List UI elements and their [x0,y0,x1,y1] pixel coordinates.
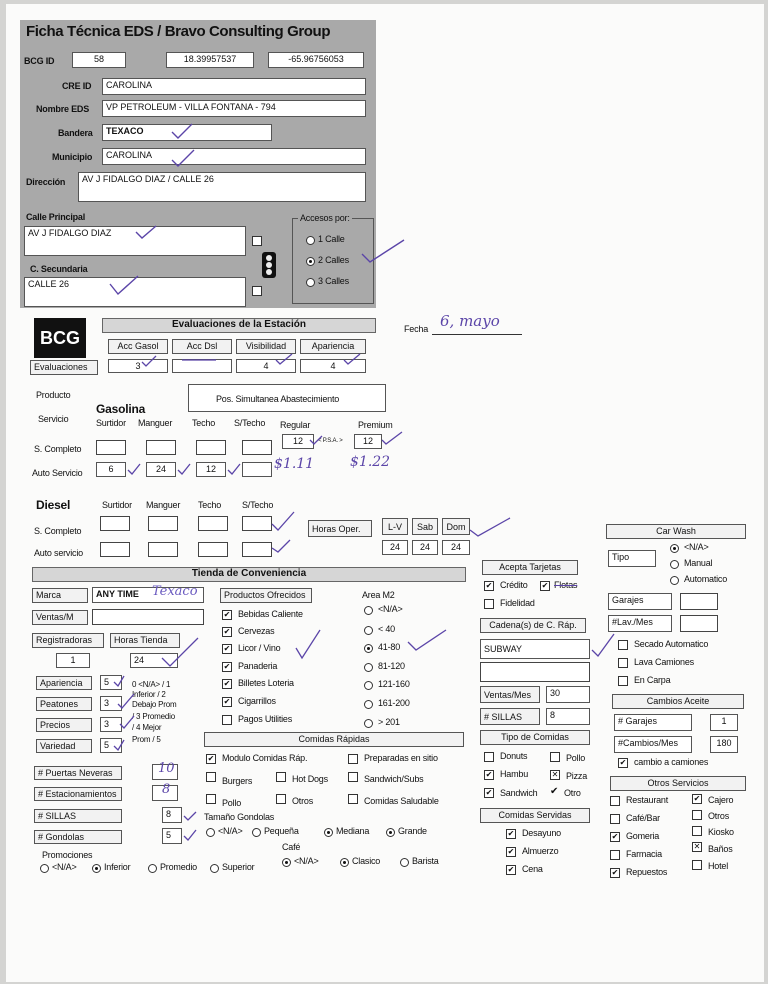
calle-principal-checkbox[interactable] [252,236,262,246]
servida-cena-checkbox[interactable]: ✔ [507,865,515,874]
promo-na-radio[interactable] [40,864,49,873]
calle-principal-field[interactable]: AV J FIDALGO DIAZ [24,226,246,256]
cr-modulo-checkbox[interactable]: ✔ [207,754,215,763]
servida-almuerzo-label: Almuerzo [522,846,559,856]
cw-camiones-checkbox[interactable] [618,658,628,668]
os-farmacia-label: Farmacia [626,849,662,859]
promo-inferior-radio[interactable] [92,864,101,873]
cw-manual-label: Manual [684,558,713,568]
horas-dom-field[interactable]: 24 [442,540,470,555]
promociones-label: Promociones [42,850,93,860]
productos-label: Productos Ofrecidos [220,588,312,603]
calle-secundaria-checkbox[interactable] [252,286,262,296]
tipo-hambu-label: Hambu [500,769,529,779]
dsl-sc-stecho[interactable] [242,516,272,531]
form-page [6,4,764,982]
price-premium: $1.22 [350,454,391,470]
latitude-field[interactable]: 18.39957537 [166,52,254,68]
tarjetas-title: Acepta Tarjetas [482,560,578,575]
area-161-200-radio[interactable] [364,700,373,709]
servicio-label: Servicio [38,414,69,424]
cafe-clasico-radio[interactable] [340,858,349,867]
cr-sandwich-checkbox[interactable] [348,772,358,782]
traffic-light-icon [262,252,276,278]
cr-burgers-label: Burgers [222,776,253,786]
promo-inferior-label: Inferior [104,862,131,872]
sillas-cr-label: # SILLAS [480,708,540,725]
hand-check-cadena [590,630,620,660]
cr-hotdogs-label: Hot Dogs [292,774,328,784]
accesos-1-radio[interactable] [306,236,315,245]
cw-lav-field[interactable]: #Lav./Mes [608,615,672,632]
accesos-2-label: 2 Calles [318,255,349,265]
gas-s-completo-label: S. Completo [34,444,82,454]
rating-precios-field[interactable]: 3 [100,717,122,732]
scale-2: Inferior / 2 [132,690,166,699]
dsl-s-completo-label: S. Completo [34,526,82,536]
longitude-field[interactable]: -65.96756053 [268,52,364,68]
premium-field[interactable]: 12 [354,434,382,449]
hand-checkmarks-calles [106,222,166,302]
tipo-pollo-label: Pollo [566,753,586,763]
tarjeta-fidelidad-label: Fidelidad [500,598,535,608]
tamano-pequena-radio[interactable] [252,828,261,837]
calle-principal-label: Calle Principal [26,212,86,222]
gas-sc-manguer[interactable] [146,440,176,455]
dsl-col-surtidor: Surtidor [102,500,132,510]
producto-licor-checkbox[interactable]: ✔ [223,644,231,653]
count-estacionamientos-label: # Estacionamientos [34,787,122,801]
tipo-hambu-checkbox[interactable]: ✔ [485,770,493,779]
cambios-mes-label[interactable]: #Cambios/Mes [614,736,692,753]
producto-cervezas-label: Cervezas [238,626,275,636]
eval-col-visibilidad: Visibilidad [236,339,296,354]
servida-almuerzo-checkbox[interactable]: ✔ [507,847,515,856]
os-hotel-label: Hotel [708,861,729,871]
producto-pagos-label: Pagos Utilities [238,714,293,724]
area-na-label: <N/A> [378,604,403,614]
rating-precios-label: Precios [36,718,92,732]
cw-automatico-label: Automatico [684,574,728,584]
cr-burgers-checkbox[interactable] [206,772,216,782]
evaluaciones-title: Evaluaciones de la Estación [102,318,376,333]
promo-superior-radio[interactable] [210,864,219,873]
rating-apariencia-label: Apariencia [36,676,92,690]
producto-bebidas-checkbox[interactable]: ✔ [223,610,231,619]
gas-col-stecho: S/Techo [234,418,266,428]
eval-apariencia-field[interactable]: 4 [300,359,366,373]
cadena-label: Cadena(s) de C. Ráp. [480,618,586,633]
cw-na-label: <N/A> [684,542,709,552]
os-cafe-label: Café/Bar [626,813,660,823]
tamano-na-radio[interactable] [206,828,215,837]
promo-superior-label: Superior [222,862,255,872]
cr-modulo-label: Modulo Comidas Ráp. [222,753,308,763]
area-201-label: > 201 [378,717,400,727]
hand-check-horas [468,514,514,540]
cw-carpa-label: En Carpa [634,675,671,685]
tipo-sandwich-label: Sandwich [500,788,538,798]
car-wash-tipo-field[interactable]: Tipo [608,550,656,567]
os-gomeria-checkbox[interactable]: ✔ [611,832,619,841]
servida-desayuno-label: Desayuno [522,828,561,838]
promo-promedio-label: Promedio [160,862,197,872]
registradoras-label: Registradoras [32,633,104,648]
os-restaurant-label: Restaurant [626,795,669,805]
os-kiosko-label: Kiosko [708,827,734,837]
registradoras-field[interactable]: 1 [56,653,90,668]
tarjeta-credito-label: Crédito [500,580,528,590]
count-puertas-label: # Puertas Neveras [34,766,122,780]
gas-col-surtidor: Surtidor [96,418,126,428]
gas-col-manguer: Manguer [138,418,173,428]
tipo-otro-check[interactable]: ✔ [550,786,559,797]
marca-field[interactable]: ANY TIME [92,587,204,603]
horas-col-lv: L-V [382,518,408,535]
gas-sc-stecho[interactable] [242,440,272,455]
area-81-120-radio[interactable] [364,663,373,672]
tamano-mediana-label: Mediana [336,826,370,836]
gasolina-title: Gasolina [96,402,146,416]
scale-4: / 4 Mejor [132,723,162,732]
fecha-label: Fecha [404,324,429,334]
car-wash-title: Car Wash [606,524,746,539]
marca-label: Marca [32,588,88,603]
cw-na-radio[interactable] [670,544,679,553]
horas-oper-label: Horas Oper. [308,520,372,537]
dsl-col-stecho: S/Techo [242,500,274,510]
eval-col-acc-dsl: Acc Dsl [172,339,232,354]
dsl-col-techo: Techo [198,500,222,510]
promo-na-label: <N/A> [52,862,77,872]
count-sillas-label: # SILLAS [34,809,122,823]
cr-pollo-label: Pollo [222,798,242,808]
area-41-80-label: 41-80 [378,642,401,652]
dsl-as-manguer[interactable] [148,542,178,557]
gas-auto-servicio-label: Auto Servicio [32,468,83,478]
producto-licor-label: Licor / Vino [238,643,281,653]
cafe-na-label: <N/A> [294,856,319,866]
hand-check-area [406,626,450,654]
tipo-pizza-label: Pizza [566,771,588,781]
tipo-pizza-checkbox[interactable]: ✕ [551,770,559,779]
ventas-mes-cr-label: Ventas/Mes [480,686,540,703]
cr-otros-checkbox[interactable] [276,794,286,804]
diesel-title: Diesel [36,498,71,512]
accesos-label: Accesos por: [300,213,350,223]
rating-peatones-label: Peatones [36,697,92,711]
dsl-sc-techo[interactable] [198,516,228,531]
hand-check-horas-tienda [156,634,206,668]
hand-checks-ratings [112,670,142,756]
regular-field[interactable]: 12 [282,434,314,449]
dsl-as-stecho[interactable] [242,542,272,557]
otros-servicios-title: Otros Servicios [610,776,746,791]
tarjeta-flotas-checkbox[interactable]: ✔ [541,581,549,590]
tienda-title: Tienda de Conveniencia [32,567,466,582]
cw-automatico-radio[interactable] [670,576,679,585]
municipio-field[interactable]: CAROLINA [102,148,366,165]
calle-secundaria-label: C. Secundaria [30,264,88,274]
scale-3: / 3 Promedio [132,712,175,721]
ventas-mes-field[interactable] [92,609,204,625]
tamano-na-label: <N/A> [218,826,243,836]
cw-secado-checkbox[interactable] [618,640,628,650]
dsl-sc-manguer[interactable] [148,516,178,531]
tamano-grande-radio[interactable] [386,828,395,837]
eval-visibilidad-field[interactable]: 4 [236,359,296,373]
area-40-radio[interactable] [364,626,373,635]
hand-checks-eval [136,348,366,372]
tamano-mediana-radio[interactable] [324,828,333,837]
horas-tienda-label: Horas Tienda [110,633,180,648]
tipo-donuts-label: Donuts [500,751,528,761]
tarjeta-flotas-label: Flotas [554,580,578,590]
tipo-donuts-checkbox[interactable] [484,752,494,762]
gas-col-techo: Techo [192,418,216,428]
eval-col-apariencia: Apariencia [300,339,366,354]
count-gondolas-label: # Gondolas [34,830,122,844]
hand-checks-prices [306,430,406,450]
horas-lv-field[interactable]: 24 [382,540,408,555]
fecha-value: 6, mayo [440,312,500,330]
dsl-as-surtidor[interactable] [100,542,130,557]
sillas-cr-field[interactable]: 8 [546,708,590,725]
hand-checks-diesel [270,510,300,554]
servidas-title: Comidas Servidas [480,808,590,823]
area-81-120-label: 81-120 [378,661,405,671]
accesos-2-radio[interactable] [306,257,315,266]
tamano-label: Tamaño Gondolas [204,812,275,822]
bcg-id-label: BCG ID [24,56,55,66]
cafe-na-radio[interactable] [282,858,291,867]
os-hotel-checkbox[interactable] [692,860,702,870]
count-gondolas-field[interactable]: 5 [162,828,182,844]
count-estacionamientos-value: 8 [162,782,171,797]
producto-cigarrillos-checkbox[interactable]: ✔ [223,697,231,706]
rating-apariencia-field[interactable]: 5 [100,675,122,690]
tipo-comidas-title: Tipo de Comidas [480,730,590,745]
hand-checkmarks-id [166,114,206,174]
cr-saludable-label: Comidas Saludable [364,796,439,806]
cafe-barista-label: Barista [412,856,439,866]
cw-manual-radio[interactable] [670,560,679,569]
promo-promedio-radio[interactable] [148,864,157,873]
tamano-pequena-label: Pequeña [264,826,299,836]
fecha-line [432,334,522,335]
scale-5: Prom / 5 [132,735,161,744]
cafe-label: Café [282,842,301,852]
ventas-mes-label: Ventas/M [32,610,88,625]
gas-sc-techo[interactable] [196,440,226,455]
cambio-camiones-label: cambio a camiones [634,757,709,767]
tipo-otro-label: Otro [564,788,581,798]
producto-cigarrillos-label: Cigarrillos [238,696,276,706]
nombre-eds-field[interactable]: VP PETROLEUM - VILLA FONTANA - 794 [102,100,366,117]
gas-as-techo[interactable]: 12 [196,462,226,477]
os-restaurant-checkbox[interactable] [610,796,620,806]
psa-label: < P.S.A. > [318,438,343,444]
horas-sab-field[interactable]: 24 [412,540,438,555]
cw-garajes-value[interactable] [680,593,718,610]
area-201-radio[interactable] [364,719,373,728]
bcg-logo: BCG [34,318,86,358]
producto-panaderia-label: Panaderia [238,661,278,671]
cambios-title: Cambios Aceite [612,694,744,709]
gas-sc-surtidor[interactable] [96,440,126,455]
area-label: Area M2 [362,590,395,600]
comidas-rapidas-title: Comidas Rápidas [204,732,464,747]
tarjeta-credito-checkbox[interactable]: ✔ [485,581,493,590]
cr-preparadas-checkbox[interactable] [348,754,358,764]
area-121-160-radio[interactable] [364,681,373,690]
dsl-auto-servicio-label: Auto servicio [34,548,83,558]
bandera-label: Bandera [58,128,93,138]
area-121-160-label: 121-160 [378,679,410,689]
producto-cervezas-checkbox[interactable]: ✔ [223,627,231,636]
os-repuestos-checkbox[interactable]: ✔ [611,868,619,877]
hand-checks-gas-auto [124,456,274,480]
eval-col-acc-gasol: Acc Gasol [108,339,168,354]
premium-label: Premium [358,420,393,430]
evaluaciones-label: Evaluaciones [30,360,98,375]
tamano-grande-label: Grande [398,826,427,836]
cambios-garajes-label[interactable]: # Garajes [614,714,692,731]
os-repuestos-label: Repuestos [626,867,668,877]
marca-handwritten: Texaco [152,584,198,599]
cre-id-field[interactable]: CAROLINA [102,78,366,95]
gas-as-surtidor[interactable]: 6 [96,462,126,477]
cambios-mes-field[interactable]: 180 [710,736,738,753]
os-banos-label: Baños [708,844,733,854]
eval-acc-gasol-field[interactable]: 3 [108,359,168,373]
ventas-mes-cr-field[interactable]: 30 [546,686,590,703]
os-banos-checkbox[interactable]: ✕ [693,842,701,851]
area-41-80-radio[interactable] [364,644,373,653]
cafe-clasico-label: Clasico [352,856,381,866]
direccion-field[interactable]: AV J FIDALGO DIAZ / CALLE 26 [78,172,366,202]
cw-camiones-label: Lava Camiones [634,657,694,667]
count-puertas-value: 10 [158,761,175,776]
rating-variedad-field[interactable]: 5 [100,738,122,753]
tipo-sandwich-checkbox[interactable]: ✔ [485,788,493,797]
dsl-as-techo[interactable] [198,542,228,557]
regular-label: Regular [280,420,311,430]
servida-desayuno-checkbox[interactable]: ✔ [507,829,515,838]
os-gomeria-label: Gomeria [626,831,660,841]
producto-billetes-checkbox[interactable]: ✔ [223,679,231,688]
horas-tienda-field[interactable]: 24 [130,653,178,668]
price-regular: $1.11 [274,456,315,472]
producto-label: Producto [36,390,71,400]
dsl-col-manguer: Manguer [146,500,181,510]
calle-secundaria-field[interactable]: CALLE 26 [24,277,246,307]
rating-peatones-field[interactable]: 3 [100,696,122,711]
municipio-label: Municipio [52,152,93,162]
horas-col-dom: Dom [442,518,470,535]
scale-2b: Debajo Prom [132,700,177,709]
cr-preparadas-label: Preparadas en sitio [364,753,438,763]
bcg-id-field[interactable]: 58 [72,52,126,68]
bandera-field[interactable]: TEXACO [102,124,272,141]
rating-variedad-label: Variedad [36,739,92,753]
tipo-pollo-checkbox[interactable] [550,752,560,762]
tarjeta-fidelidad-checkbox[interactable] [484,599,494,609]
cr-pollo-checkbox[interactable] [206,794,216,804]
cambios-garajes-field[interactable]: 1 [710,714,738,731]
dsl-sc-surtidor[interactable] [100,516,130,531]
servida-cena-label: Cena [522,864,543,874]
cr-hotdogs-checkbox[interactable] [276,772,286,782]
cw-carpa-checkbox[interactable] [618,676,628,686]
cw-lav-value[interactable] [680,615,718,632]
area-na-radio[interactable] [364,606,373,615]
cr-otros-label: Otros [292,796,314,806]
os-kiosko-checkbox[interactable] [692,826,702,836]
accesos-3-radio[interactable] [306,278,315,287]
hand-check-accesos [360,238,410,268]
os-cajero-checkbox[interactable]: ✔ [693,794,701,803]
cambio-camiones-checkbox[interactable]: ✔ [619,758,627,767]
area-161-200-label: 161-200 [378,698,410,708]
gas-as-manguer[interactable]: 24 [146,462,176,477]
accesos-3-label: 3 Calles [318,276,349,286]
os-otros-checkbox[interactable] [692,810,702,820]
accesos-1-label: 1 Calle [318,234,345,244]
cr-saludable-checkbox[interactable] [348,794,358,804]
os-farmacia-checkbox[interactable] [610,850,620,860]
count-sillas-field[interactable]: 8 [162,807,182,823]
os-otros-label: Otros [708,811,730,821]
scale-1: 0 <N/A> / 1 [132,680,171,689]
cw-garajes-field[interactable]: Garajes [608,593,672,610]
producto-pagos-checkbox[interactable] [222,715,232,725]
hand-check-productos [294,628,324,662]
producto-panaderia-checkbox[interactable]: ✔ [223,662,231,671]
area-40-label: < 40 [378,624,395,634]
direccion-label: Dirección [26,177,66,187]
producto-billetes-label: Billetes Loteria [238,678,294,688]
pos-simultanea-label: Pos. Simultanea Abastecimiento [216,394,340,404]
cre-id-label: CRE ID [62,81,92,91]
producto-bebidas-label: Bebidas Caliente [238,609,303,619]
os-cafe-checkbox[interactable] [610,814,620,824]
cr-sandwich-label: Sandwich/Subs [364,774,424,784]
cadena-field-2[interactable] [480,662,590,682]
nombre-eds-label: Nombre EDS [36,104,90,114]
cafe-barista-radio[interactable] [400,858,409,867]
horas-col-sab: Sab [412,518,438,535]
form-title: Ficha Técnica EDS / Bravo Consulting Group [26,23,331,40]
cw-secado-label: Secado Automatico [634,639,709,649]
os-cajero-label: Cajero [708,795,734,805]
cadena-field-1[interactable]: SUBWAY [480,639,590,659]
